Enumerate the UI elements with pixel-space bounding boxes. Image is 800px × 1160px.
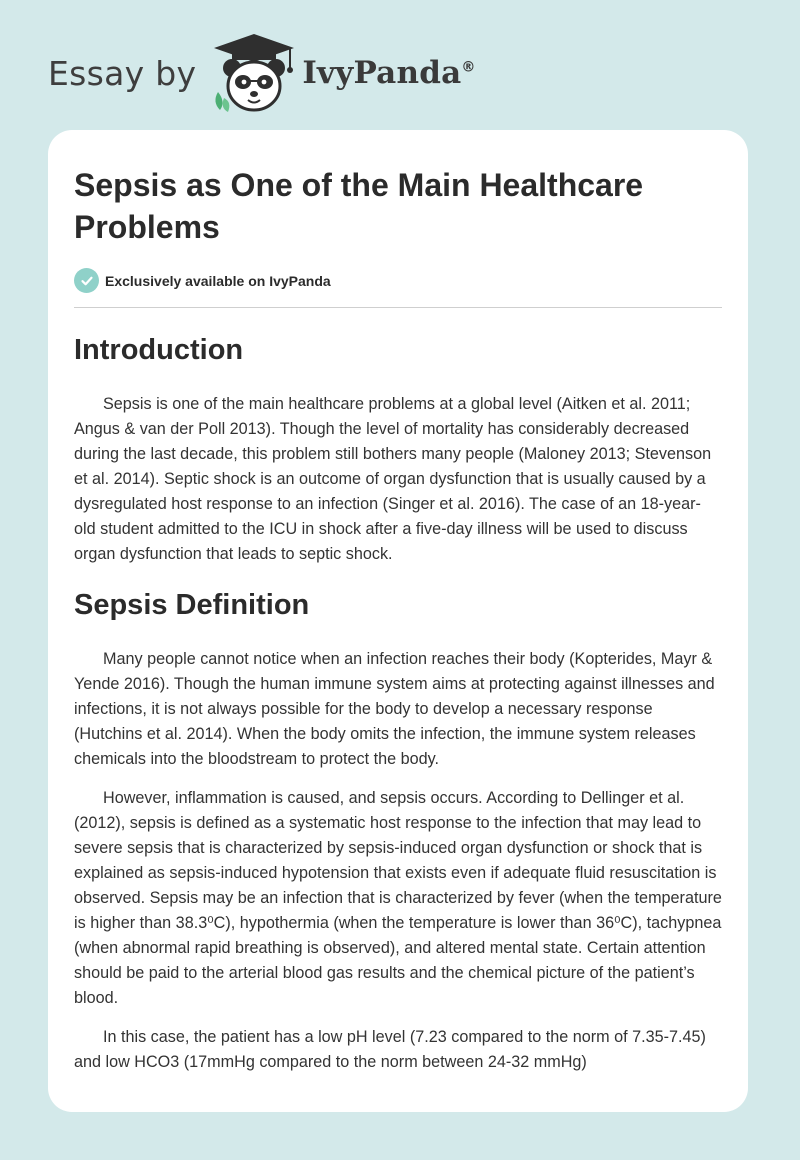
brand-prefix: Essay by [48,53,197,93]
section-heading-sepsis-definition: Sepsis Definition [74,589,310,621]
paragraph: Many people cannot notice when an infection reaches their body (Kopterides, Mayr & Yende 2016). Though the human immune system aims at protecting against illnesses and infections, it is not always possible for the body to develop a necessary response (Hutchins et al. 2014). When the body omits the infection, the immune system releases chemicals into the bloodstream to protect the body. [74,650,715,768]
paragraph: Sepsis is one of the main healthcare problems at a global level (Aitken et al. 2011; Angus & van der Poll 2013). Though the level of mortality has considerably decreased during the last decade, this problem still bothers many people (Maloney 2013; Stevenson et al. 2014). Septic shock is an outcome of organ dysfunction that is usually caused by a dysregulated host response to an infection (Singer et al. 2016). The case of an 18-year-old student admitted to the ICU in shock after a five-day illness will be used to discuss organ dysfunction that leads to septic shock. [74,395,712,563]
exclusive-badge [74,268,722,308]
section-heading-introduction: Introduction [74,334,244,366]
brand-header [48,28,476,118]
brand-name: IvyPanda® [302,55,476,91]
paragraph: In this case, the patient has a low pH level (7.23 compared to the norm of 7.35-7.45) and low HCO3 (17mmHg compared to the norm between 24-32 mmHg) [74,1028,706,1071]
essay-title: Sepsis as One of the Main Healthcare Problems [74,167,644,245]
paragraph: However, inflammation is caused, and sepsis occurs. According to Dellinger et al. (2012), sepsis is defined as a systematic host response to the infection that may lead to severe sepsis that is characterized by sepsis-induced organ dysfunction or shock that is explained as sepsis-induced hypotension that exists even if adequate fluid resuscitation is observed. Sepsis may be an infection that is characterized by fever (when the temperature is higher than 38.3⁰C), hypothermia (when the temperature is lower than 36⁰C), tachypnea (when abnormal rapid breathing is observed), and altered mental state. Certain attention should be paid to the arterial blood gas results and the chemical picture of the patient’s blood. [74,789,722,1007]
essay-card [48,130,748,1112]
check-icon [74,268,99,293]
panda-graduate-logo-icon[interactable] [210,32,298,114]
exclusive-label: Exclusively available on IvyPanda [105,272,331,289]
registered-mark: ® [461,59,476,76]
